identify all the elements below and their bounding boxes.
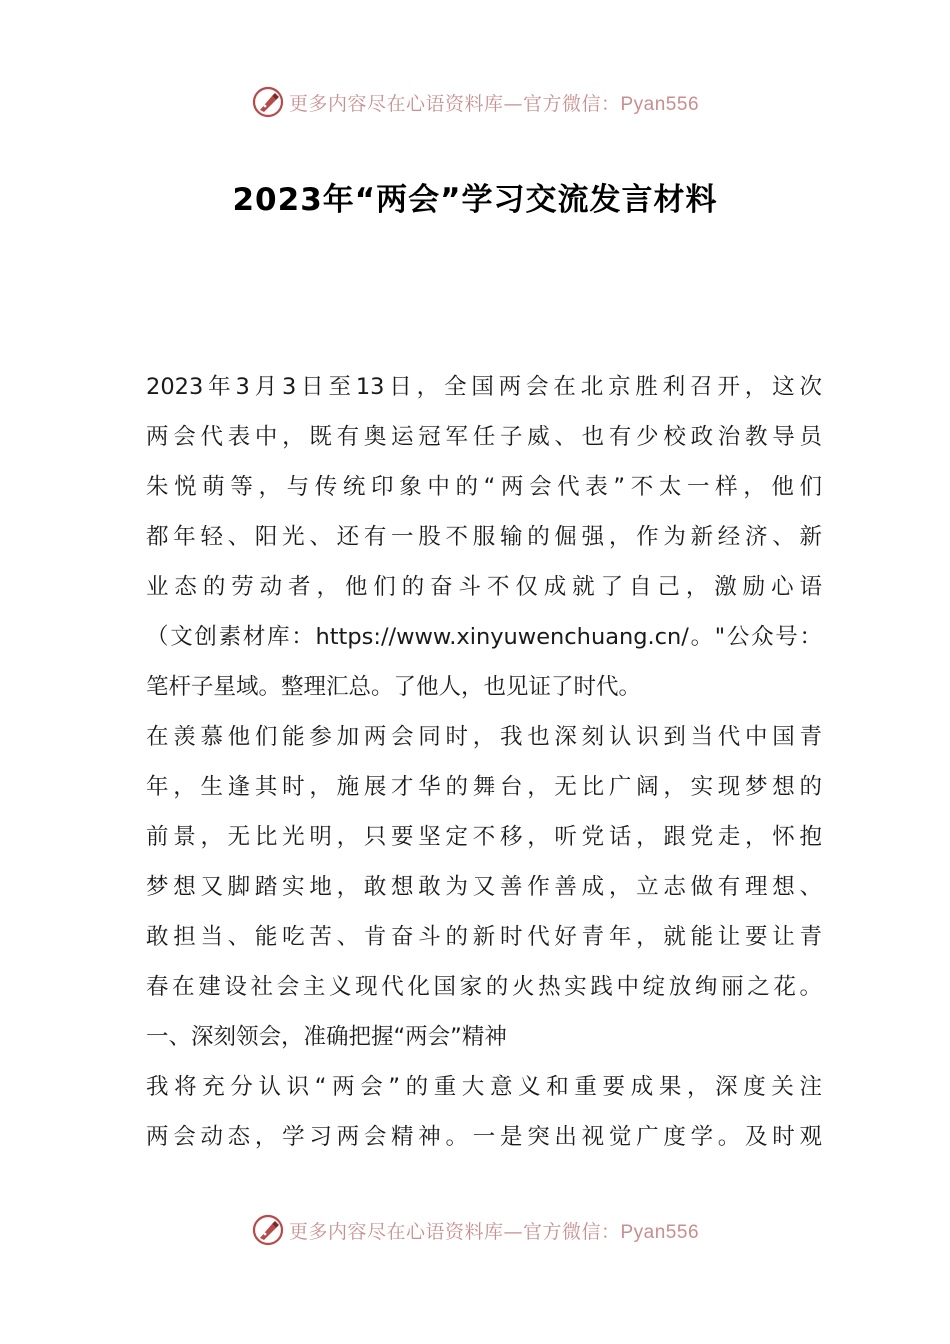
body-line: 敢担当、能吃苦、肯奋斗的新时代好青年，就能让要让青	[146, 924, 822, 950]
body-line: 2023年3月3日至13日，全国两会在北京胜利召开，这次	[146, 374, 822, 400]
wechat-id: Pyan556	[620, 1221, 700, 1243]
pen-nib-logo-icon	[251, 85, 285, 119]
document-title: 2023年“两会”学习交流发言材料	[232, 182, 718, 218]
section-heading: 一、深刻领会，准确把握“两会”精神	[146, 1024, 507, 1050]
body-line: 业态的劳动者，他们的奋斗不仅成就了自己，激励心语	[146, 574, 822, 600]
body-line: 两会动态，学习两会精神。一是突出视觉广度学。及时观	[146, 1124, 822, 1150]
header-banner	[0, 82, 950, 122]
body-line: 都年轻、阳光、还有一股不服输的倔强，作为新经济、新	[146, 524, 822, 550]
body-line: 年，生逢其时，施展才华的舞台，无比广阔，实现梦想的	[146, 774, 822, 800]
wechat-id: Pyan556	[620, 93, 700, 115]
body-line: 在羡慕他们能参加两会同时，我也深刻认识到当代中国青	[146, 724, 822, 750]
body-line: 春在建设社会主义现代化国家的火热实践中绽放绚丽之花。	[146, 974, 822, 1000]
body-line: 朱悦萌等，与传统印象中的“两会代表”不太一样，他们	[146, 474, 822, 500]
banner-text: 更多内容尽在心语资料库—官方微信：Pyan556	[288, 1220, 700, 1243]
body-line: 梦想又脚踏实地，敢想敢为又善作善成，立志做有理想、	[146, 874, 822, 900]
banner-text: 更多内容尽在心语资料库—官方微信：Pyan556	[288, 92, 700, 115]
document-body	[146, 362, 822, 1162]
body-line: 我将充分认识“两会”的重大意义和重要成果，深度关注	[146, 1074, 822, 1100]
footer-banner	[0, 1210, 950, 1250]
pen-nib-logo-icon	[251, 1213, 285, 1247]
body-line: 前景，无比光明，只要坚定不移，听党话，跟党走，怀抱	[146, 824, 822, 850]
body-line: （文创素材库：https://www.xinyuwenchuang.cn/。"公众号：	[146, 624, 822, 650]
body-line: 笔杆子星域。整理汇总。了他人，也见证了时代。	[146, 674, 642, 700]
body-line: 两会代表中，既有奥运冠军任子威、也有少校政治教导员	[146, 424, 822, 450]
